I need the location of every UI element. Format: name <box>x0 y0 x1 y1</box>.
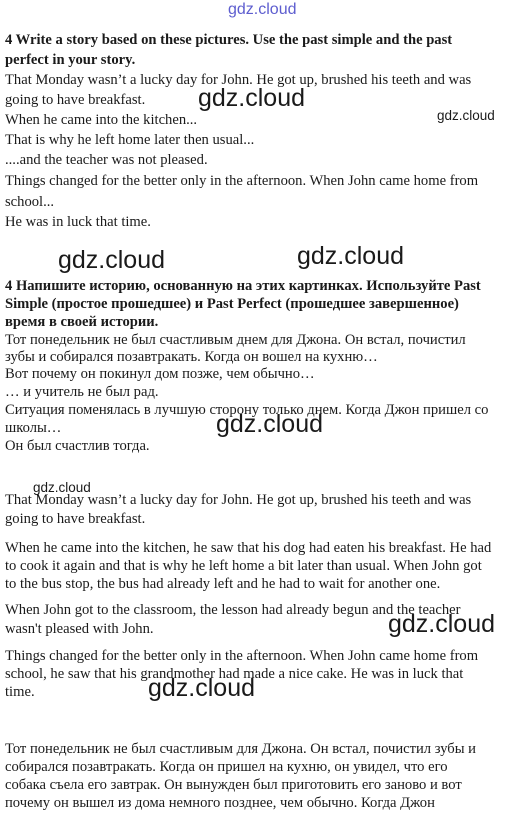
answer-en-p2-line-2: to cook it again and that is why he left home a bit later than usual. When John got <box>5 558 482 574</box>
answer-en-p1-line-1: That Monday wasn’t a lucky day for John. He got up, brushed his teeth and was <box>5 492 472 508</box>
task-en-title-line-2: perfect in your story. <box>5 52 136 68</box>
task-ru-line-3: Вот почему он покинул дом позже, чем обычно… <box>5 366 315 382</box>
answer-en-p3-line-1: When John got to the classroom, the lesson had already begun and the teacher <box>5 602 461 618</box>
task-en-line-5: ....and the teacher was not pleased. <box>5 152 208 168</box>
answer-ru-line-3: собака съела его завтрак. Он вынужден был приготовить его заново и вот <box>5 777 462 793</box>
task-en-line-7: school... <box>5 194 55 210</box>
watermark-4: gdz.cloud <box>297 242 405 270</box>
answer-en-p1-line-2: going to have breakfast. <box>5 511 146 527</box>
answer-en-p4-line-2: school, he saw that his grandmother had made a nice cake. He was in luck that <box>5 666 464 682</box>
answer-en-p2-line-1: When he came into the kitchen, he saw that his dog had eaten his breakfast. He had <box>5 540 492 556</box>
task-ru-line-5: Ситуация поменялась в лучшую сторону только днем. Когда Джон пришел со <box>5 402 489 418</box>
task-en-line-1: That Monday wasn’t a lucky day for John. He got up, brushed his teeth and was <box>5 72 472 88</box>
task-en-line-8: He was in luck that time. <box>5 214 151 230</box>
watermark-6: gdz.cloud <box>33 480 91 495</box>
task-en-line-4: That is why he left home later then usual... <box>5 132 255 148</box>
task-ru-title-line-1: 4 Напишите историю, основанную на этих картинках. Используйте Past <box>5 278 481 294</box>
task-ru-line-6: школы… <box>5 420 62 436</box>
task-en-line-3: When he came into the kitchen... <box>5 112 198 128</box>
task-ru-title-line-3: время в своей истории. <box>5 314 159 330</box>
task-en-line-2: going to have breakfast. <box>5 92 146 108</box>
site-watermark-top: gdz.cloud <box>228 1 297 18</box>
task-ru-title-line-2: Simple (простое прошедшее) и Past Perfect (прошедшее завершенное) <box>5 296 459 312</box>
answer-en-p4-line-3: time. <box>5 684 35 700</box>
task-ru-line-7: Он был счастлив тогда. <box>5 438 150 454</box>
watermark-3: gdz.cloud <box>58 246 166 274</box>
task-en-title-line-1: 4 Write a story based on these pictures. Use the past simple and the past <box>5 32 453 48</box>
answer-ru-line-2: собирался позавтракать. Когда он пришел на кухню, он увидел, что его <box>5 759 448 775</box>
answer-ru-line-4: почему он вышел из дома немного позднее, чем обычно. Когда Джон <box>5 795 435 811</box>
task-ru-line-2: зубы и собирался позавтракать. Когда он вошел на кухню… <box>5 349 378 365</box>
watermark-5: gdz.cloud <box>216 410 324 438</box>
answer-en-p3-line-2: wasn't pleased with John. <box>5 621 154 637</box>
watermark-1: gdz.cloud <box>198 84 306 112</box>
answer-ru-line-1: Тот понедельник не был счастливым для Джона. Он встал, почистил зубы и <box>5 741 476 757</box>
task-ru-line-4: … и учитель не был рад. <box>5 384 159 400</box>
answer-en-p2-line-3: to the bus stop, the bus had already left and he had to wait for another one. <box>5 576 441 592</box>
task-en-line-6: Things changed for the better only in the afternoon. When John came home from <box>5 173 479 189</box>
watermark-2: gdz.cloud <box>437 108 495 123</box>
answer-en-p4-line-1: Things changed for the better only in the afternoon. When John came home from <box>5 648 479 664</box>
watermark-7: gdz.cloud <box>388 610 496 638</box>
watermark-8: gdz.cloud <box>148 674 256 702</box>
task-ru-line-1: Тот понедельник не был счастливым днем для Джона. Он встал, почистил <box>5 332 466 348</box>
